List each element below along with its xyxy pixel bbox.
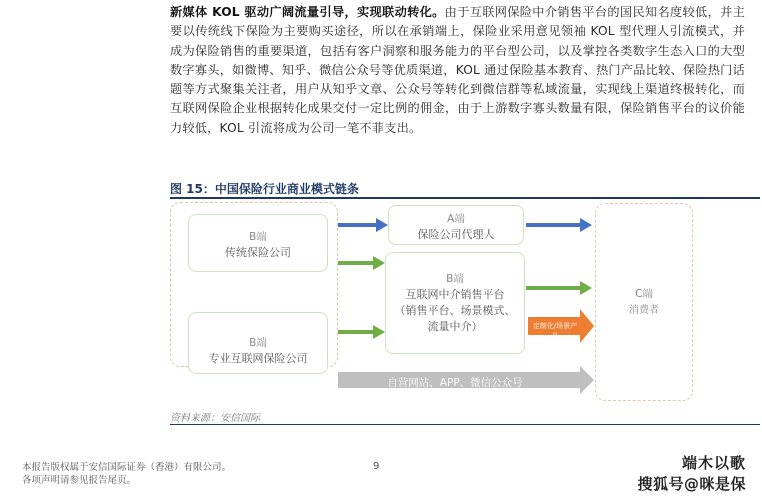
figure-title-rule [170,197,760,199]
arrow-b-to-a-head [376,218,388,232]
traditional-insurer-box [188,214,328,272]
internet-insurer-tag: B端 [249,337,267,349]
business-model-diagram [170,200,760,405]
arrow-a-to-c-head [580,218,592,232]
traditional-insurer-name: 传统保险公司 [225,246,291,259]
gray-bar-label: 自营网站、APP、微信公众号 [387,377,523,389]
watermark-line-1: 端木以歌 [681,454,746,472]
consumer-name: 消费者 [629,305,659,316]
platform-box [385,252,525,354]
traditional-insurer-tag: B端 [249,231,267,243]
paragraph-lead: 新媒体 KOL 驱动广阔流量引导，实现联动转化。 [170,5,445,19]
watermark-line-2: 搜狐号@咪是保 [637,475,746,493]
platform-tag: B端 [446,273,464,285]
arrow-trad-to-platform-head [373,256,385,270]
platform-name: 互联网中介销售平台 [405,288,505,301]
platform-detail-2: 流量中介） [427,320,483,333]
consumer-tag: C端 [635,288,653,300]
arrow-internet-to-platform-head [373,325,385,339]
footer-line-1: 本报告版权属于安信国际证券（香港）有限公司。 [22,462,232,473]
source-rule [170,424,760,425]
agent-tag: A端 [447,213,465,225]
consumer-box [595,203,693,401]
agent-name: 保险公司代理人 [417,228,495,241]
watermark [637,452,746,494]
orange-arrow-label: 定制化/场景产品 [532,322,578,340]
internet-insurer-name: 专业互联网保险公司 [208,352,308,365]
figure-title: 图 15：中国保险行业商业模式链条 [170,182,359,196]
agent-box [388,205,524,245]
internet-insurer-box [188,312,328,374]
arrow-platform-to-c-head [580,281,592,295]
intro-paragraph [170,3,745,138]
footer-disclaimer [22,461,231,487]
paragraph-body: 由于互联网保险中介销售平台的国民知名度较低，并主要以传统线下保险为主要购买途径，所以在承销端上，保险业采用意见领袖 KOL 型代理人引流模式，并成为保险销售的重要渠道，包括有客户洞察和服务能力的平台型公司，以及掌控各类数字生态入口的大型数字寡头，如微博、知乎、微信公众号等优质渠道，KOL 通过保险基本教育、热门产品比较、保险热门话题等方式聚集关注者，用户从知乎文章、公众号等转化到微信群等私域流量，实现线上渠道终极转化，而互联网保险企业根据转化成果交付一定比例的佣金，由于上游数字寡头数量有限，保险销售平台的议价能力较低，KOL 引流将成为公司一笔不菲支出。 [170,5,745,135]
platform-detail-1: （销售平台、场景模式、 [394,304,516,317]
figure-source: 资料来源：安信国际 [170,413,260,424]
page-number: 9 [373,461,380,472]
footer-line-2: 各项声明请参见报告尾页。 [22,475,137,486]
